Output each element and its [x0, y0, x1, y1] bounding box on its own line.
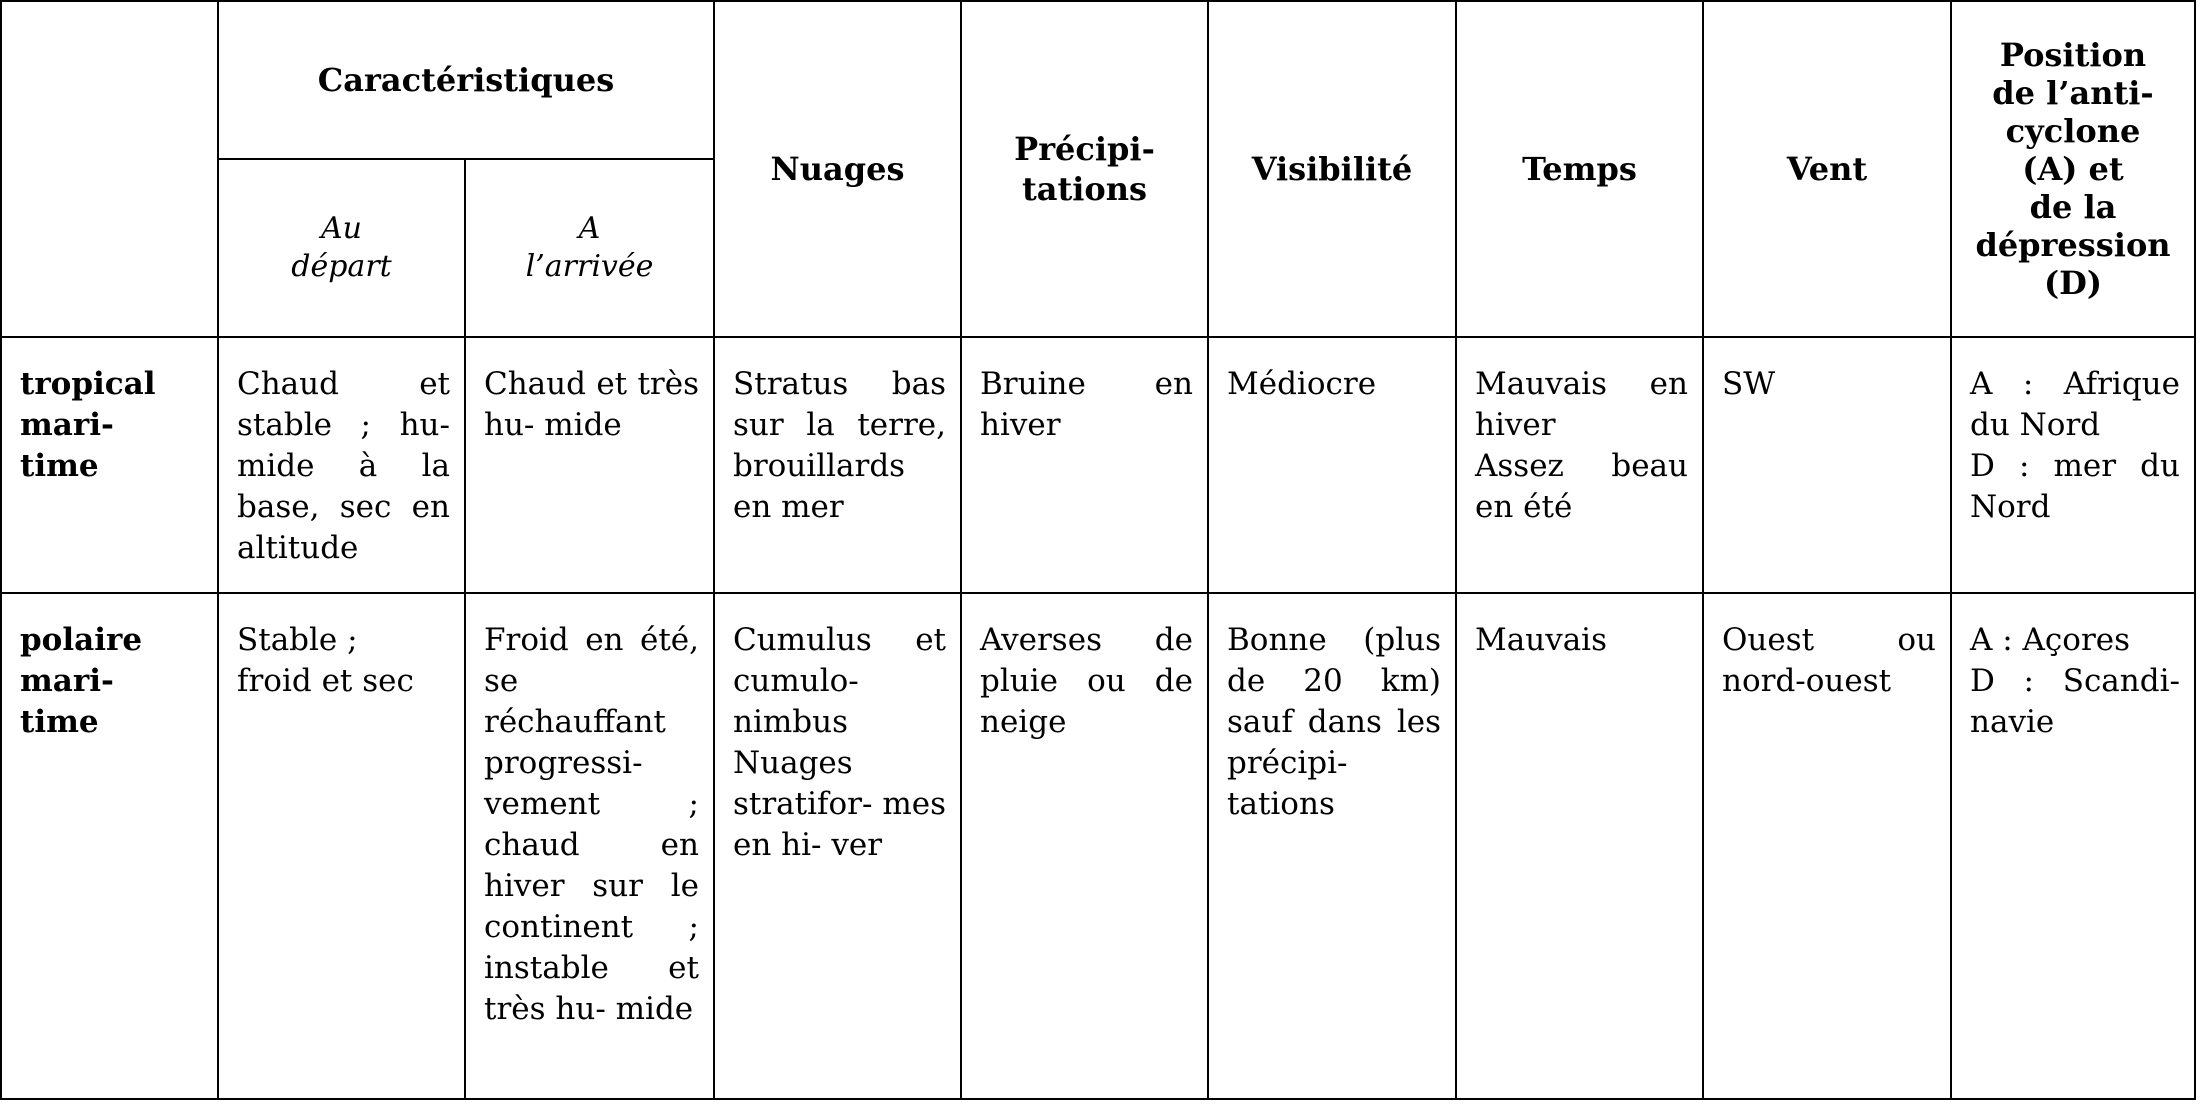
cell-temps: Mauvais en hiver Assez beau en été	[1456, 337, 1703, 593]
cell-position: A : Açores D : Scandi- navie	[1951, 593, 2195, 1099]
cell-vent: SW	[1703, 337, 1951, 593]
cell-nuages: Stratus bas sur la terre, brouillards en mer	[714, 337, 961, 593]
header-visibilite: Visibilité	[1208, 1, 1456, 337]
header-a-larrivee: A l’arrivée	[465, 159, 714, 337]
header-caracteristiques: Caractéristiques	[218, 1, 714, 159]
cell-nuages: Cumulus et cumulo- nimbus Nuages stratifor- mes en hi- ver	[714, 593, 961, 1099]
cell-visibilite: Médiocre	[1208, 337, 1456, 593]
table-row	[1, 337, 2195, 593]
header-au-depart: Au départ	[218, 159, 465, 337]
cell-au-depart: Stable ; froid et sec	[218, 593, 465, 1099]
cell-a-larrivee: Chaud et très hu- mide	[465, 337, 714, 593]
cell-visibilite: Bonne (plus de 20 km) sauf dans les précipi- tations	[1208, 593, 1456, 1099]
cell-position: A : Afrique du Nord D : mer du Nord	[1951, 337, 2195, 593]
cell-precipitations: Averses de pluie ou de neige	[961, 593, 1208, 1099]
header-vent: Vent	[1703, 1, 1951, 337]
cell-vent: Ouest ou nord-ouest	[1703, 593, 1951, 1099]
row-label-polaire: polaire mari- time	[1, 593, 218, 1099]
row-label-tropical: tropical mari- time	[1, 337, 218, 593]
cell-precipitations: Bruine en hiver	[961, 337, 1208, 593]
corner-cell	[1, 1, 218, 337]
header-row-top	[1, 1, 2195, 159]
table-row	[1, 593, 2195, 1099]
header-nuages: Nuages	[714, 1, 961, 337]
cell-temps: Mauvais	[1456, 593, 1703, 1099]
header-temps: Temps	[1456, 1, 1703, 337]
header-precipitations: Précipi- tations	[961, 1, 1208, 337]
cell-au-depart: Chaud et stable ; hu- mide à la base, sec en altitude	[218, 337, 465, 593]
header-position: Position de l’anti- cyclone (A) et de la dépression (D)	[1951, 1, 2195, 337]
cell-a-larrivee: Froid en été, se réchauffant progressi- vement ; chaud en hiver sur le continent ; instable et très hu- mide	[465, 593, 714, 1099]
